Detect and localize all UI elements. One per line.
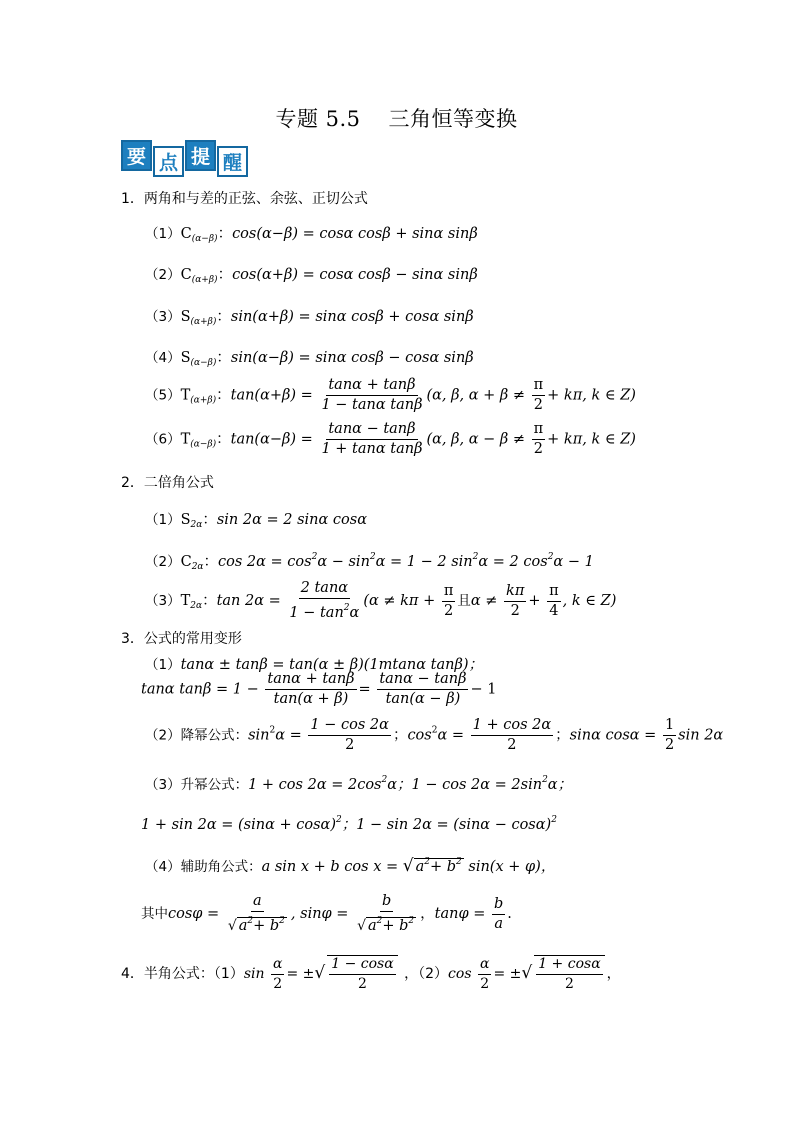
formula-line: （2）降幂公式：$\sin^2\alpha$ = $\frac{1 - \cos 2\alpha}{2}$ ；$\cos^2\alpha$ = $\frac{1 + \cos 2\alpha}{2}$ ；sinα cosα = $\frac{1}{2}$ sin 2α: [145, 717, 724, 753]
section-heading: 2．二倍角公式: [121, 475, 214, 491]
badge-char: 点: [153, 146, 184, 177]
formula-line: $(1)S_{2\alpha}$：sin 2α = 2 sinα cosα: [145, 512, 367, 530]
badge-char: 要: [121, 140, 152, 171]
formula-line: $(6)T_{(\alpha-\beta)}$：tan(α−β) = $\frac{\tan\alpha - \tan\beta}{\text{1 + tanα tanβ}}$ (α, β, α − β ≠ $\frac{\pi}{2}$ + kπ, k ∈ Z): [145, 421, 636, 457]
formula-line: $(5)T_{(\alpha+\beta)}$：tan(α+β) = $\frac{\tan\alpha + \tan\beta}{\text{1 − tanα tanβ}}$ (α, β, α + β ≠ $\frac{\pi}{2}$ + kπ, k ∈ Z): [145, 377, 636, 413]
title-code: 专题 5.5: [275, 107, 361, 131]
section-heading: 3．公式的常用变形: [121, 631, 242, 647]
formula-line: （4）辅助角公式：a sin x + b cos x = √ $a^2+ b^2$ sin(x + φ)，: [145, 856, 556, 876]
formula-line: $(1)C_{(\alpha-\beta)}$：cos(α−β) = cosα cosβ + sinα sinβ: [145, 226, 478, 244]
badge-char: 提: [185, 140, 216, 171]
formula-line: $(3)S_{(\alpha+\beta)}$：sin(α+β) = sinα cosβ + cosα sinβ: [145, 309, 474, 327]
formula-line: $(2)C_{(\alpha+\beta)}$：cos(α+β) = cosα cosβ − sinα sinβ: [145, 267, 478, 285]
page-title: [0, 103, 793, 133]
key-points-badge: [121, 140, 249, 177]
formula-line: $1 + \sin 2\alpha = (\sin\alpha + \cos\alpha)^2$；$1 - \sin 2\alpha = (\sin\alpha - \cos\alpha)^2$: [141, 815, 557, 833]
badge-char: 醒: [217, 146, 248, 177]
formula-line: $(4)S_{(\alpha-\beta)}$：sin(α−β) = sinα cosβ − cosα sinβ: [145, 350, 474, 368]
formula-line: （3）升幂公式：$1 + \cos 2\alpha = 2\cos^2\alpha$；$1 - \cos 2\alpha = 2\sin^2\alpha$；: [145, 775, 573, 793]
formula-line: 其中cosφ = $\frac{a}{√ a^2+ b^2}$ , sinφ = $\frac{b}{√ a^2+ b^2}$ ，tanφ = $\frac{b}{a}$ .: [141, 893, 512, 934]
formula-line: $(3)T_{2\alpha}$：tan 2α = $\frac{2 \tan\alpha}{1 - \tan^2\alpha}$ (α ≠ kπ + $\frac{\pi}{2}$ 且α ≠ $\frac{k\pi}{2}$ + $\frac{\pi}{4}$ , k ∈ Z): [145, 580, 617, 621]
formula-line: 4．半角公式：（1）sin $\frac{\alpha}{2}$ = ±√ $\frac{1 - \cos\alpha}{2}$ ，（2）cos $\frac{\alpha}{2}$ = ±√ $\frac{1 + \cos\alpha}{2}$ ，: [121, 955, 621, 992]
formula-line: $(2)C_{2\alpha}$：$\cos 2\alpha = \cos^2\alpha - \sin^2\alpha = 1 - 2$ $\sin^2\alpha = 2$ $\cos^2\alpha - 1$: [145, 552, 594, 572]
formula-line: tanα tanβ = 1 − $\frac{\tan\alpha + \tan\beta}{\tan(\alpha + \beta)}$ = $\frac{\tan\alpha - \tan\beta}{\tan(\alpha - \beta)}$ − 1: [141, 671, 497, 707]
formula-line: （1）tanα ± tanβ = tan(α ± β)(1mtanα tanβ)；: [145, 657, 483, 673]
section-heading: 1．两角和与差的正弦、余弦、正切公式: [121, 191, 368, 207]
title-name: 三角恒等变换: [388, 107, 518, 131]
